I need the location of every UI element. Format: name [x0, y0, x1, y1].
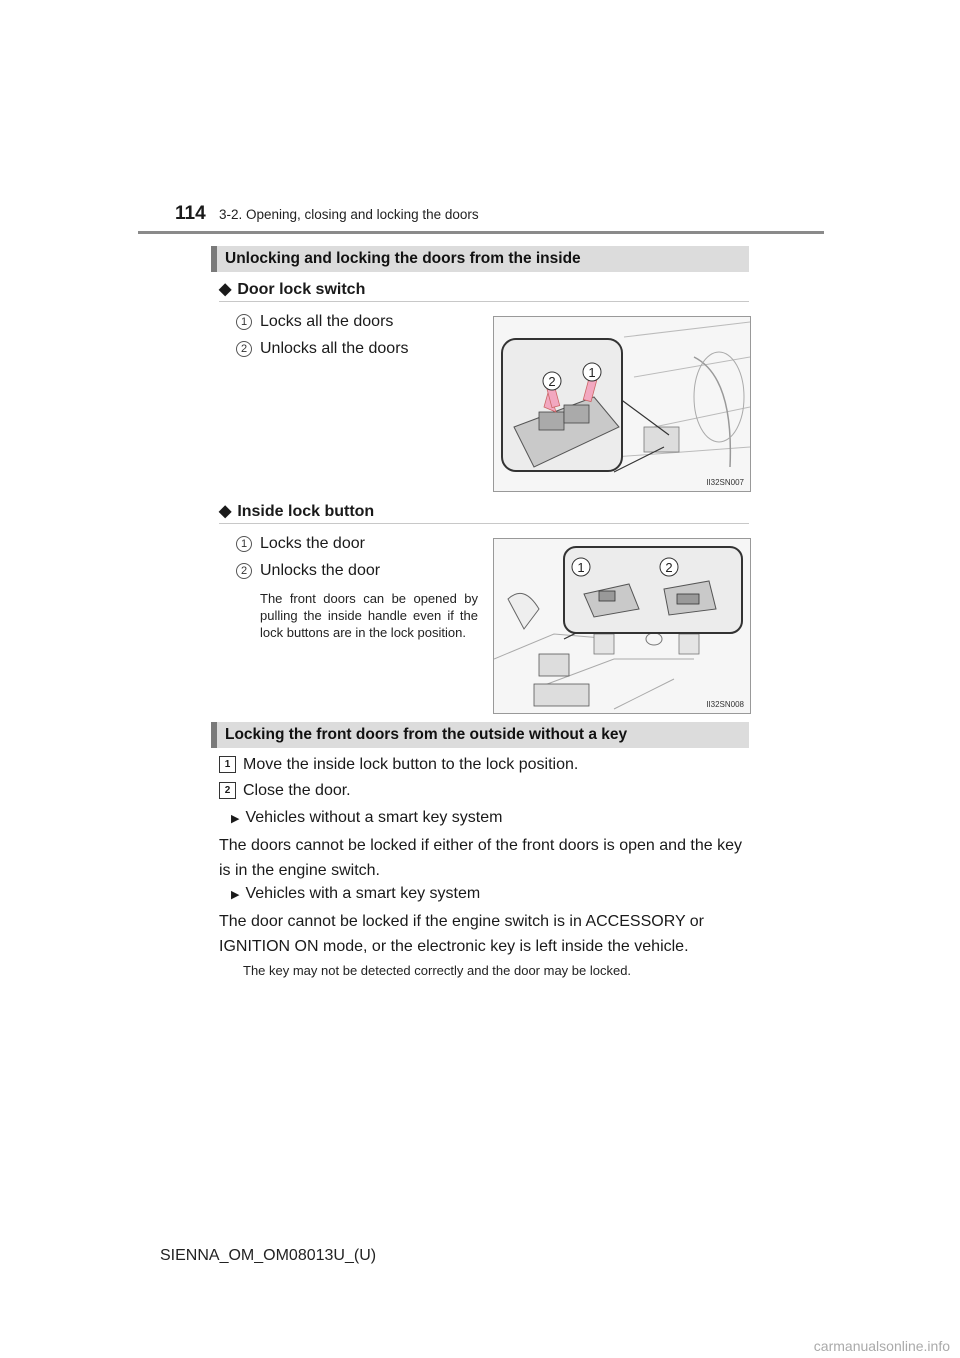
svg-text:1: 1 — [588, 365, 596, 380]
callout-number: 2 — [236, 563, 252, 579]
subheading-door-lock-switch: ◆ Door lock switch — [219, 281, 366, 298]
figure-code: II32SN008 — [706, 700, 744, 709]
step-text: Move the inside lock button to the lock position. — [243, 756, 579, 773]
step-number: 1 — [219, 756, 236, 773]
page-number: 114 — [175, 203, 206, 224]
callout-number: 2 — [236, 341, 252, 357]
list-item: Unlocks all the doors — [260, 340, 409, 357]
section-band-title: Locking the front doors from the outside without a key — [225, 726, 628, 743]
section-band-title: Unlocking and locking the doors from the inside — [225, 250, 581, 267]
list-item: Unlocks the door — [260, 562, 381, 579]
step-number: 2 — [219, 782, 236, 799]
diamond-bullet-icon: ◆ — [219, 281, 232, 298]
figure-code: II32SN007 — [706, 478, 744, 487]
watermark: carmanualsonline.info — [813, 1338, 950, 1354]
door-lock-switch-illustration — [493, 316, 751, 492]
callout-number: 1 — [236, 536, 252, 552]
triangle-bullet-icon: ▶ — [231, 889, 240, 901]
subheading-rule — [219, 301, 749, 302]
diamond-bullet-icon: ◆ — [219, 503, 232, 520]
note-text: The front doors can be opened by pulling the inside handle even if the lock buttons are in the lock position. — [260, 591, 478, 640]
list-item: Locks the door — [260, 535, 365, 552]
header-rule — [138, 231, 824, 234]
condition-label: ▶ Vehicles without a smart key system — [231, 809, 503, 826]
section-band-inside — [211, 246, 749, 272]
doc-code: SIENNA_OM_OM08013U_(U) — [160, 1247, 377, 1264]
callout-number: 1 — [236, 314, 252, 330]
list-item: Locks all the doors — [260, 313, 394, 330]
svg-text:2: 2 — [665, 560, 673, 575]
condition-label: ▶ Vehicles with a smart key system — [231, 885, 481, 902]
svg-text:1: 1 — [577, 560, 585, 575]
subheading-rule — [219, 523, 749, 524]
paragraph: The doors cannot be locked if either of the front doors is open and the key is in the engine switch. — [219, 837, 742, 879]
note-text: The key may not be detected correctly and the door may be locked. — [243, 963, 632, 978]
step-text: Close the door. — [243, 782, 351, 799]
triangle-bullet-icon: ▶ — [231, 813, 240, 825]
svg-text:2: 2 — [548, 374, 556, 389]
subheading-inside-lock-button: ◆ Inside lock button — [219, 503, 375, 520]
inside-lock-button-illustration — [493, 538, 751, 714]
section-band-outside — [211, 722, 749, 748]
paragraph: The door cannot be locked if the engine switch is in ACCESSORY or IGNITION ON mode, or the electronic key is left inside the vehicle. — [219, 913, 705, 955]
section-title: 3-2. Opening, closing and locking the doors — [219, 207, 479, 222]
